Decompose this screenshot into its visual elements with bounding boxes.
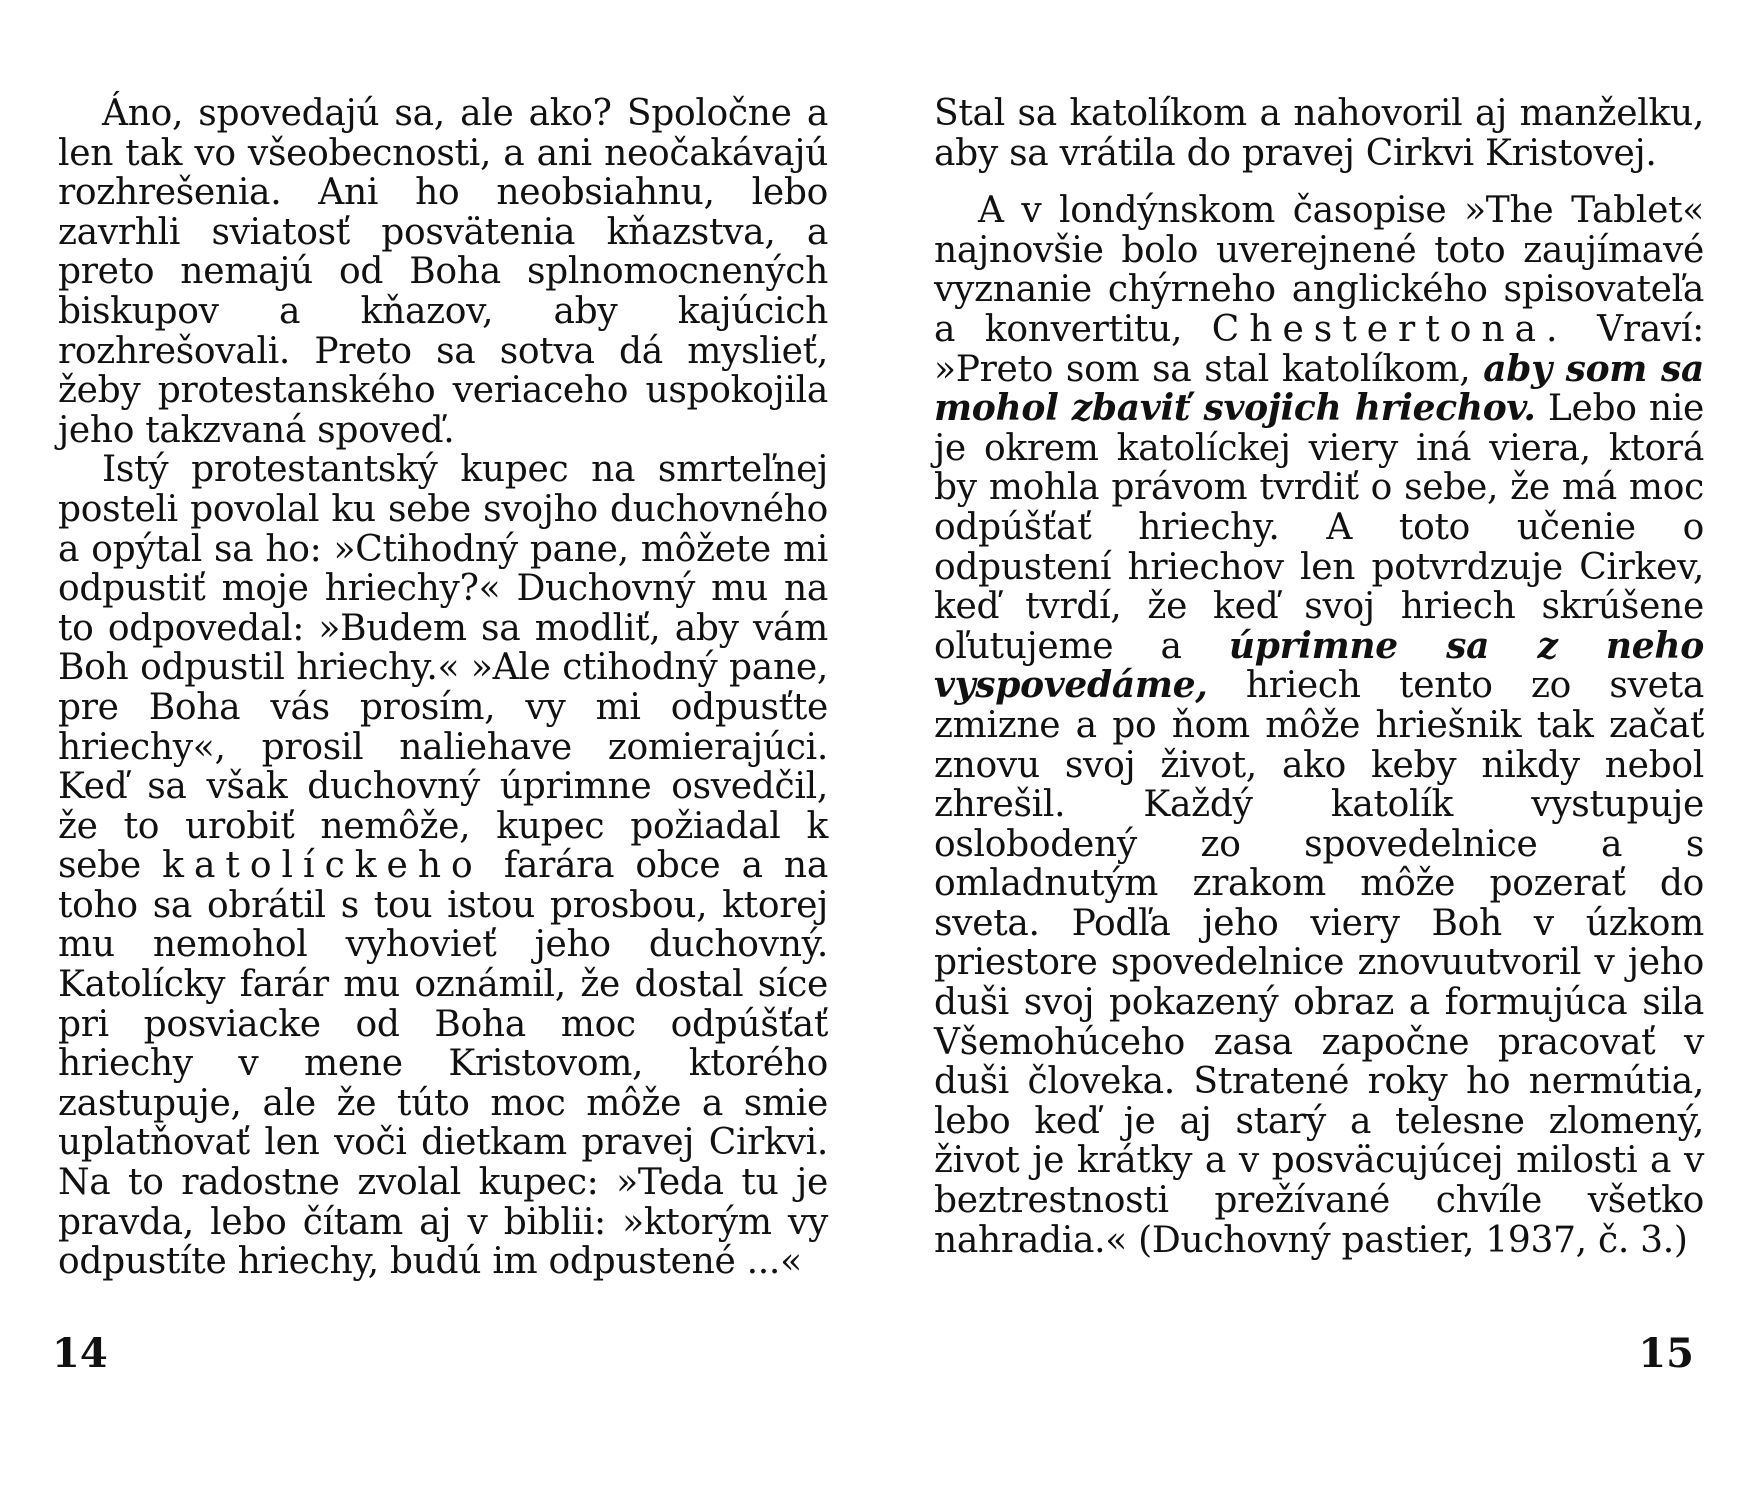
paragraph-text: Stal sa katolíkom a nahovoril aj manželku, aby sa vrátila do pravej Cirkvi Kristovej. bbox=[934, 93, 1704, 174]
paragraph-text: Áno, spovedajú sa, ale ako? Spoločne a len tak vo všeobecnosti, a ani neočakávajú rozhrešenia. Ani ho neobsiahnu, lebo zavrhli sviatosť posvätenia kňazstva, a preto nemajú od Boha splnomocnených biskupov a kňazov, aby kajúcich rozhrešovali. Preto sa sotva dá myslieť, žeby protestanského veriaceho uspokojila jeho takzvaná spoveď. bbox=[58, 93, 828, 451]
emphasized-word: katolíckeho bbox=[162, 845, 483, 887]
paragraph bbox=[58, 450, 828, 1281]
left-page-text bbox=[58, 94, 828, 1282]
paragraph-text: Lebo nie je okrem katolíckej viery iná viera, ktorá by mohla právom tvrdiť o sebe, že má moc odpúšťať hriechy. A toto učenie o odpustení hriechov len potvrdzuje Cirkev, keď tvrdí, že keď svoj hriech skrúšene oľutujeme a bbox=[934, 388, 1704, 667]
paragraph bbox=[934, 94, 1704, 173]
paragraph-text: Istý protestantský kupec na smrteľnej posteli povolal ku sebe svojho duchovného a opýtal sa ho: »Ctihodný pane, môžete mi odpustiť moje hriechy?« Duchovný mu na to odpovedal: »Budem sa modliť, aby vám Boh odpustil hriechy.« »Ale ctihodný pane, pre Boha vás prosím, vy mi odpusťte hriechy«, prosil naliehave zomierajúci. Keď sa však duchovný úprimne osvedčil, že to urobiť nemôže, kupec požiadal k sebe bbox=[58, 449, 828, 887]
page-number: 15 bbox=[1638, 1330, 1694, 1377]
paragraph bbox=[934, 191, 1704, 1260]
emphasized-name: Chestertona. bbox=[1211, 308, 1568, 350]
paragraph-text: farára obce a na toho sa obrátil s tou istou prosbou, ktorej mu nemohol vyhovieť jeho duchovný. Katolícky farár mu oznámil, že dostal síce pri posviacke od Boha moc odpúšťať hriechy v mene Kristovom, ktorého zastupuje, ale že túto moc môže a smie uplatňovať len voči dietkam pravej Cirkvi. Na to radostne zvolal kupec: »Teda tu je pravda, lebo čítam aj v biblii: »ktorým vy odpustíte hriechy, budú im odpustené ...« bbox=[58, 845, 828, 1283]
paragraph bbox=[58, 94, 828, 450]
paragraph-text: Vraví: »Preto som sa stal katolíkom, bbox=[934, 308, 1704, 390]
paragraph-text: A v londýnskom časopise »The Tablet« najnovšie bolo uverejnené toto zaujímavé vyznanie chýrneho anglického spisovateľa a konvertitu, bbox=[934, 190, 1704, 350]
right-page bbox=[876, 0, 1752, 1500]
page-number: 14 bbox=[52, 1330, 108, 1377]
emphasized-phrase: úprimne sa z neho vyspovedáme, bbox=[934, 624, 1704, 707]
emphasized-phrase: aby som sa mohol zbaviť svojich hriechov. bbox=[934, 347, 1704, 430]
right-page-text bbox=[934, 94, 1704, 1260]
paragraph-text: hriech tento zo sveta zmizne a po ňom môže hriešnik tak začať znovu svoj život, ako keby nikdy nebol zhrešil. Každý katolík vystupuje oslobodený zo spovedelnice a s omladnutým zrakom môže pozerať do sveta. Podľa jeho viery Boh v úzkom priestore spovedelnice znovuutvoril v jeho duši svoj pokazený obraz a formujúca sila Všemohúceho zasa započne pracovať v duši človeka. Stratené roky ho nermútia, lebo keď je aj starý a telesne zlomený, život je krátky a v posväcujúcej milosti a v beztrestnosti prežívané chvíle všetko nahradia.« (Duchovný pastier, 1937, č. 3.) bbox=[934, 665, 1704, 1261]
